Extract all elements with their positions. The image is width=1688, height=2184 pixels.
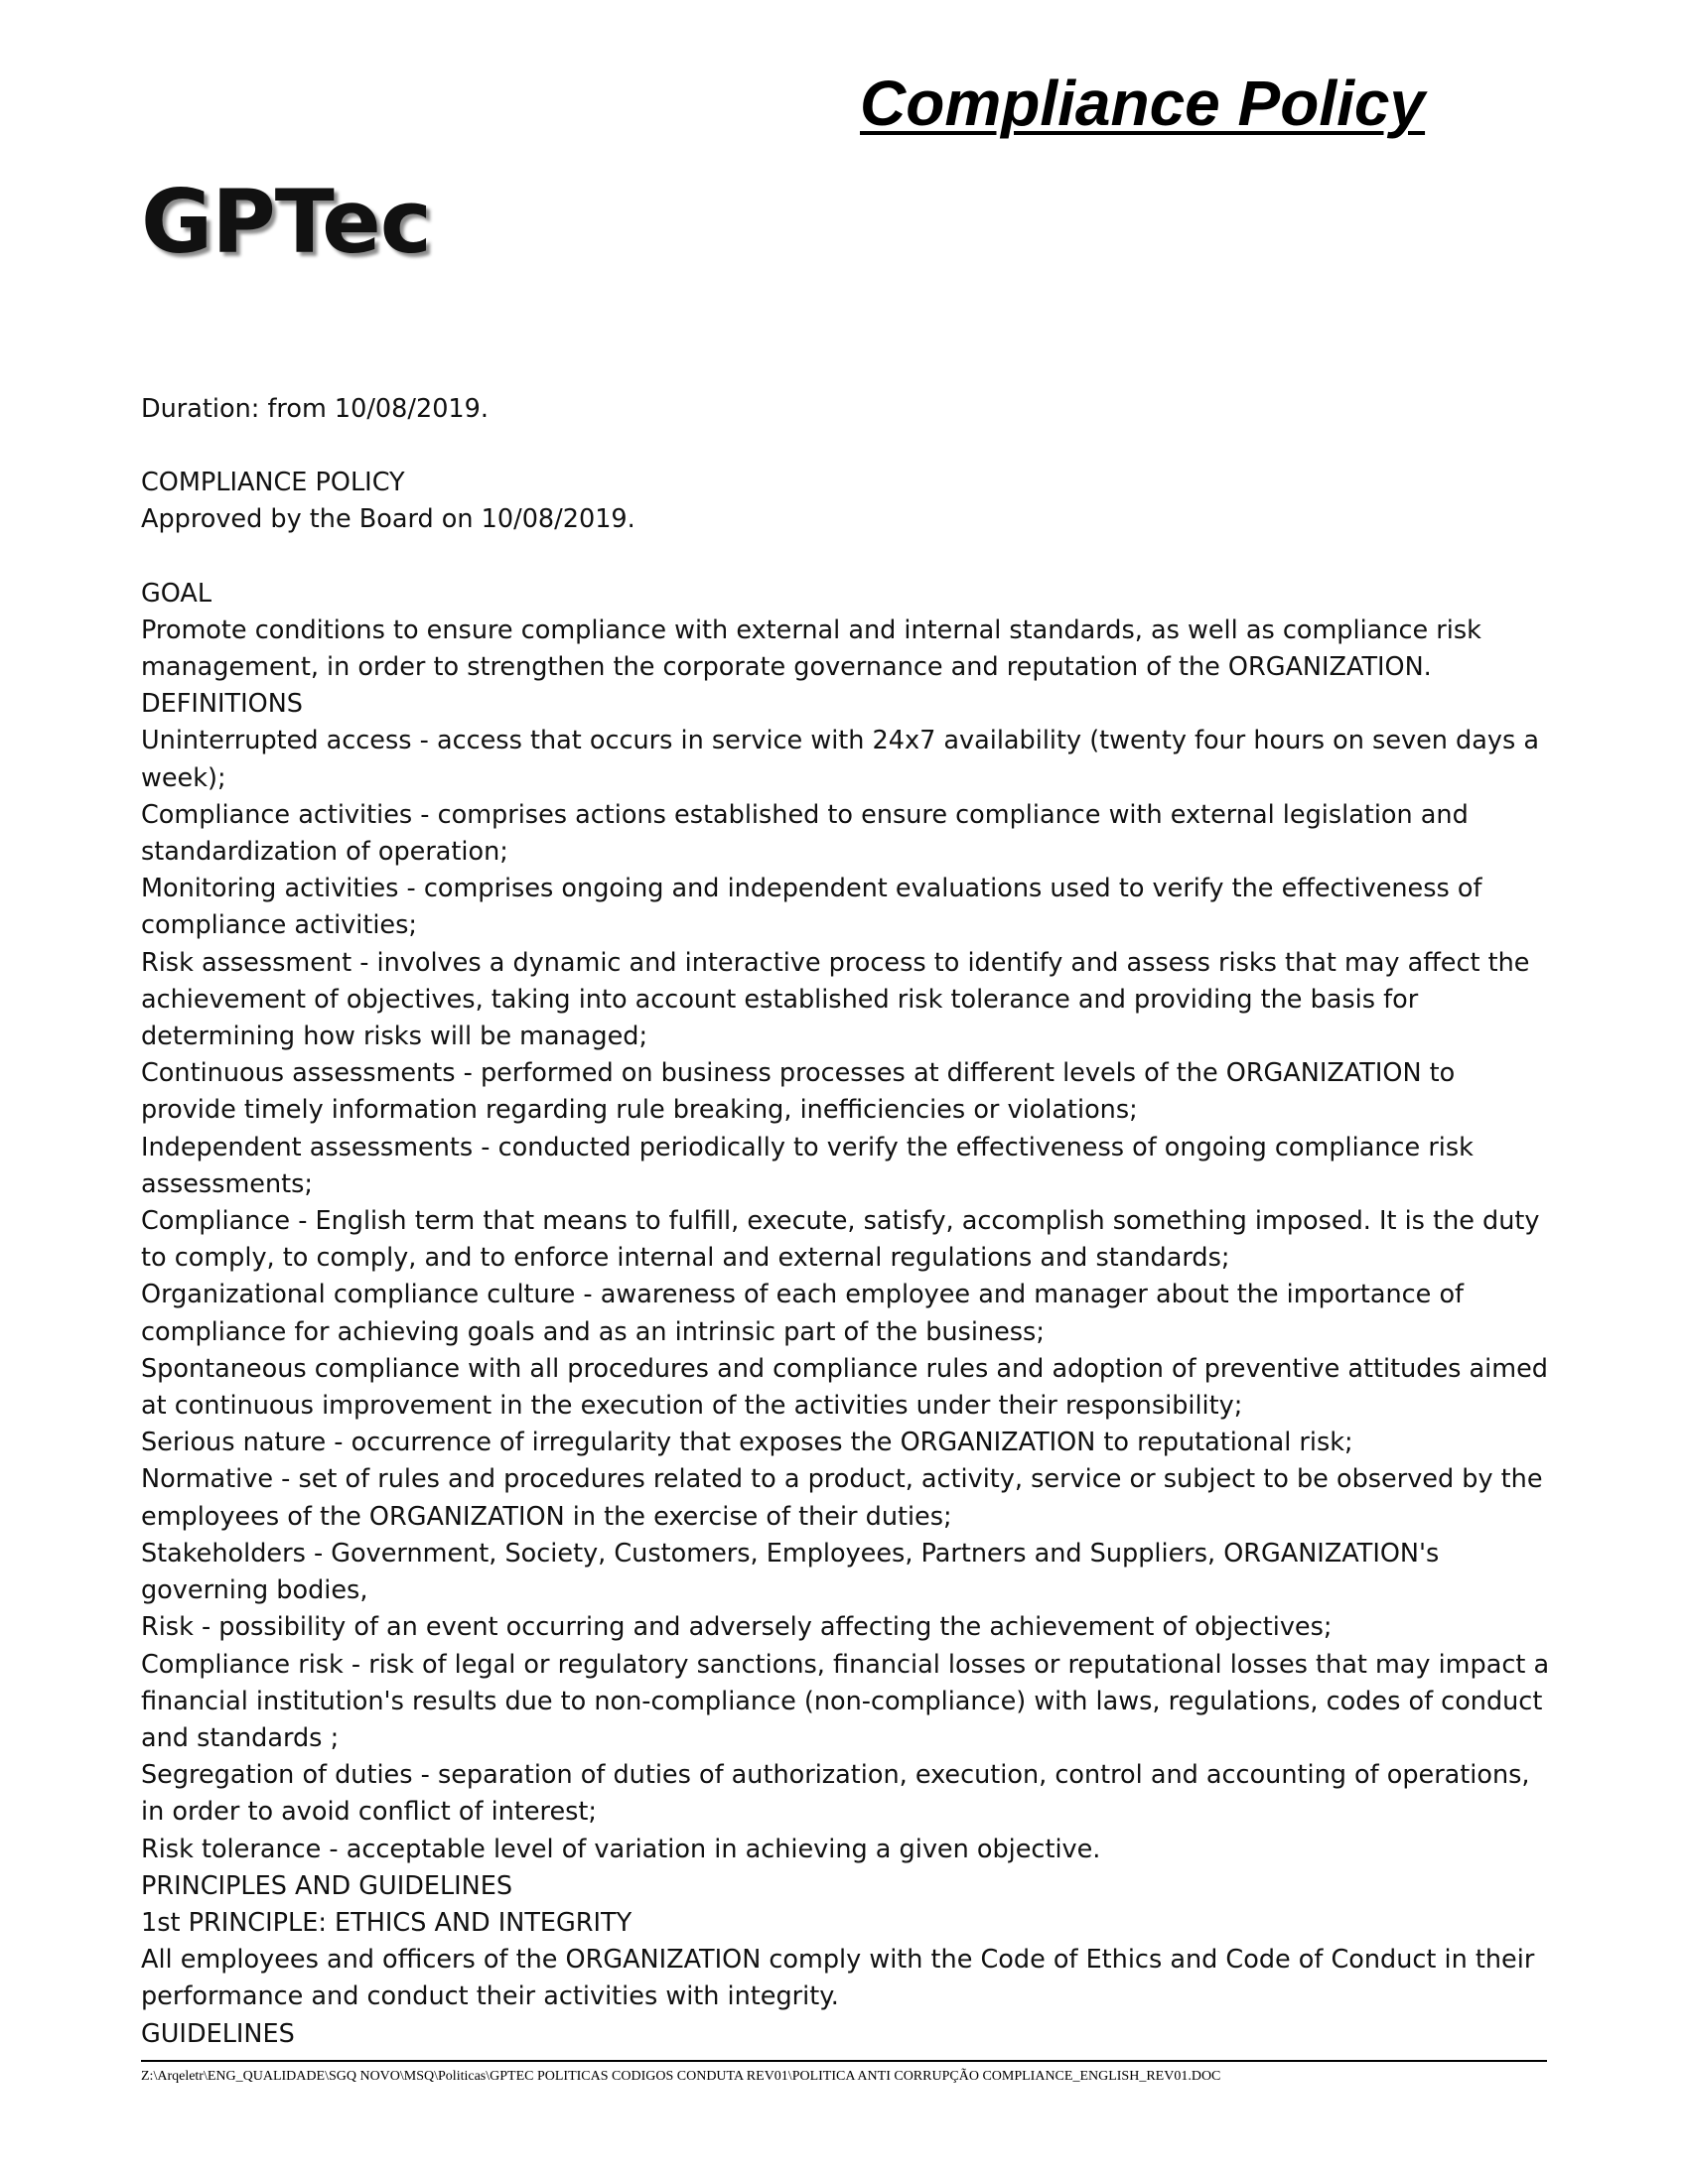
definition-item: Risk tolerance - acceptable level of variation in achieving a given objective.	[141, 1834, 1101, 1864]
definition-item: Serious nature - occurrence of irregularity that exposes the ORGANIZATION to reputational risk;	[141, 1428, 1353, 1458]
goal-text: Promote conditions to ensure compliance with external and internal standards, as well as compliance risk management, in order to strengthen the corporate governance and reputation of the ORGANIZATION.	[141, 614, 1481, 683]
definition-item: Organizational compliance culture - awareness of each employee and manager about the importance of compliance for achieving goals and as an intrinsic part of the business;	[141, 1280, 1465, 1347]
definition-item: Risk - possibility of an event occurring and adversely affecting the achievement of objectives;	[141, 1612, 1333, 1643]
definition-item: Risk assessment - involves a dynamic and interactive process to identify and assess risks that may affect the achievement of objectives, taking into account established risk tolerance and providing the basis for determining how risks will be managed;	[141, 947, 1530, 1052]
document-body	[141, 391, 1551, 2053]
definition-item: Normative - set of rules and procedures related to a product, activity, service or subject to be observed by the employees of the ORGANIZATION in the exercise of their duties;	[141, 1464, 1543, 1532]
principle1-heading: 1st PRINCIPLE: ETHICS AND INTEGRITY	[141, 1907, 633, 1938]
footer-divider	[141, 2060, 1547, 2062]
approval-line: Approved by the Board on 10/08/2019.	[141, 504, 635, 535]
policy-heading: COMPLIANCE POLICY	[141, 468, 405, 498]
definition-item: Segregation of duties - separation of duties of authorization, execution, control and accounting of operations, in order to avoid conflict of interest;	[141, 1760, 1530, 1828]
definition-item: Compliance - English term that means to fulfill, execute, satisfy, accomplish something imposed. It is the duty to comply, to comply, and to enforce internal and external regulations and standards;	[141, 1206, 1540, 1274]
definitions-heading: DEFINITIONS	[141, 689, 303, 720]
definition-item: Monitoring activities - comprises ongoing and independent evaluations used to verify the effectiveness of compliance activities;	[141, 874, 1482, 941]
guidelines-heading: GUIDELINES	[141, 2018, 295, 2049]
definition-item: Uninterrupted access - access that occurs in service with 24x7 availability (twenty four hours on seven days a week);	[141, 726, 1539, 793]
company-logo: GPTec	[141, 171, 431, 273]
definition-item: Spontaneous compliance with all procedures and compliance rules and adoption of preventive attitudes aimed at continuous improvement in the execution of the activities under their responsibility;	[141, 1353, 1548, 1422]
footer-file-path: Z:\Arqeletr\ENG_QUALIDADE\SGQ NOVO\MSQ\Politicas\GPTEC POLITICAS CODIGOS CONDUTA REV01\POLITICA ANTI CORRUPÇÃO COMPLIANCE_ENGLISH_REV01.DOC	[141, 2069, 1221, 2084]
definition-item: Compliance activities - comprises actions established to ensure compliance with external legislation and standardization of operation;	[141, 799, 1469, 868]
definition-item: Compliance risk - risk of legal or regulatory sanctions, financial losses or reputational losses that may impact a financial institution's results due to non-compliance (non-compliance) with laws, regulations, codes of conduct and standards ;	[141, 1649, 1550, 1753]
goal-heading: GOAL	[141, 578, 212, 609]
page-title: Compliance Policy	[860, 68, 1426, 139]
definition-item: Continuous assessments - performed on business processes at different levels of the ORGANIZATION to provide timely information regarding rule breaking, inefficiencies or violations;	[141, 1058, 1456, 1126]
duration-line: Duration: from 10/08/2019.	[141, 394, 489, 424]
principle1-text: All employees and officers of the ORGANIZATION comply with the Code of Ethics and Code of Conduct in their performance and conduct their activities with integrity.	[141, 1945, 1535, 2012]
principles-heading: PRINCIPLES AND GUIDELINES	[141, 1870, 513, 1901]
definition-item: Stakeholders - Government, Society, Customers, Employees, Partners and Suppliers, ORGANIZATION's governing bodies,	[141, 1538, 1440, 1606]
definition-item: Independent assessments - conducted periodically to verify the effectiveness of ongoing compliance risk assessments;	[141, 1132, 1474, 1199]
